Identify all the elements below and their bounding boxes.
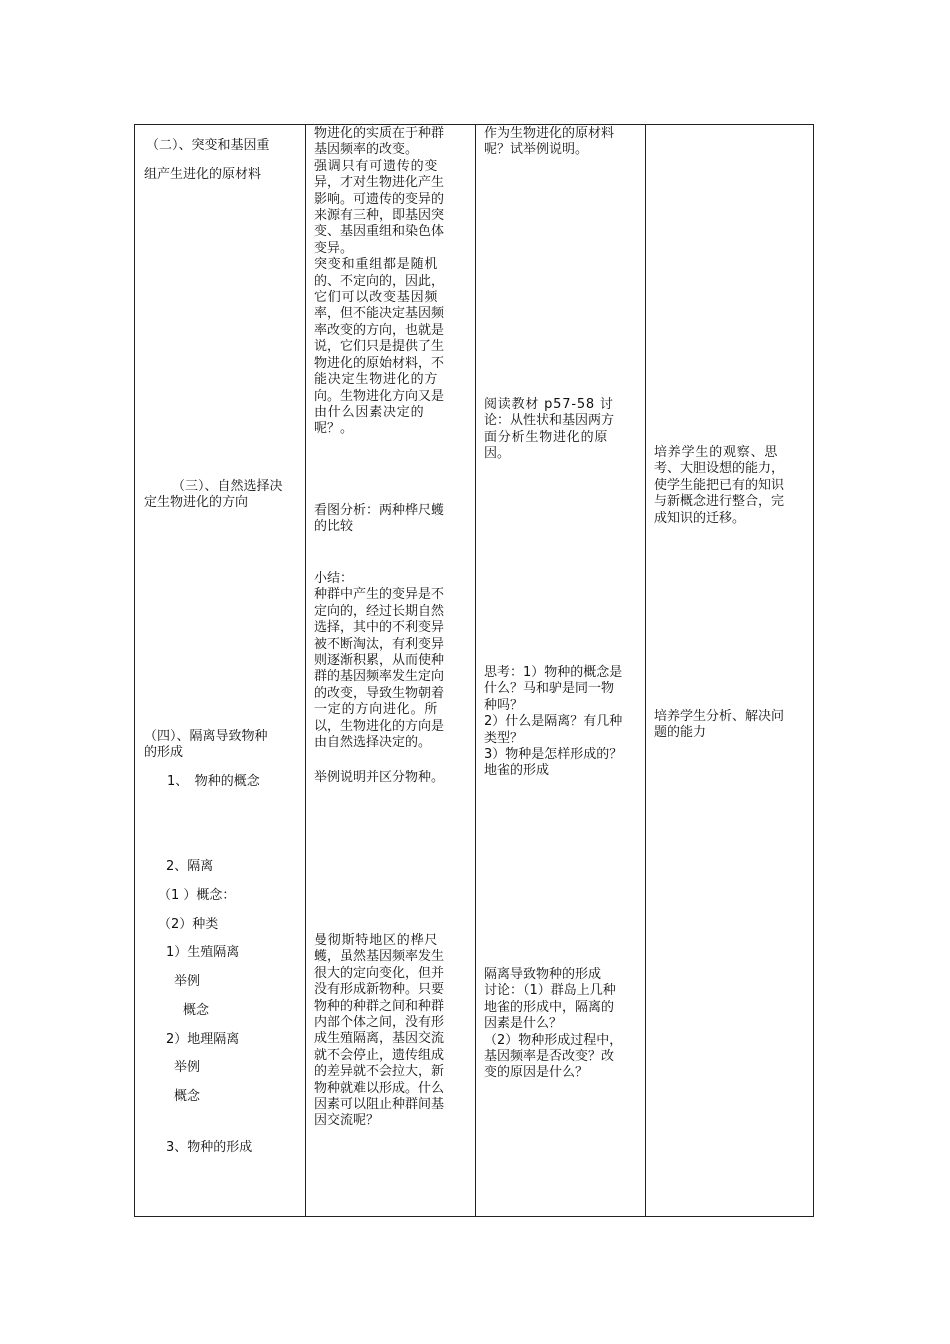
lesson-plan-table <box>134 124 814 1217</box>
text-line: 定向的，经过长期自然 <box>314 603 445 619</box>
text-line: 率，但不能决定基因频 <box>314 306 445 322</box>
section-3-heading-line2: 定生物进化的方向 <box>144 495 249 510</box>
text-line: 变异。 <box>314 240 354 256</box>
text-line: 的比较 <box>314 519 354 535</box>
intent-text-block-1 <box>654 445 784 527</box>
text-line: 它们可以改变基因频 <box>314 290 439 306</box>
intent-text-block-2 <box>654 709 784 742</box>
text-line: 变的原因是什么？ <box>484 1065 589 1081</box>
column-divider <box>645 125 646 1216</box>
outline-concept-sub-2: 概念 <box>174 1089 201 1104</box>
text-line: 异，才对生物进化产生 <box>314 175 445 191</box>
text-line: 率改变的方向，也就是 <box>314 322 445 338</box>
student-text-block-4 <box>484 967 622 1082</box>
teacher-text-block-5 <box>314 933 444 1130</box>
text-line: 来源有三种，即基因突 <box>314 208 445 224</box>
section-3-heading-line1: （三）、自然选择决 <box>172 479 283 494</box>
text-line: 地雀的形成中，隔离的 <box>484 999 615 1015</box>
text-line: 能决定生物进化的方 <box>314 372 439 388</box>
text-line: 类型？ <box>484 730 524 746</box>
text-line: 很大的定向变化，但并 <box>314 965 445 981</box>
student-text-block-1 <box>484 126 614 159</box>
text-line: 物种就难以形成。什么 <box>314 1080 445 1096</box>
student-text-block-2 <box>484 397 614 463</box>
section-4-heading-line1: （四）、隔离导致物种 <box>144 729 268 744</box>
text-line: 因交流呢？ <box>314 1113 380 1129</box>
text-line: 呢？。 <box>314 421 354 437</box>
outline-concept-sub: 概念 <box>183 1003 210 1018</box>
text-line: 物进化的实质在于种群 <box>314 126 445 141</box>
section-2-heading-line1: （二）、突变和基因重 <box>146 138 270 153</box>
outline-example: 举例 <box>174 974 201 989</box>
outline-reproductive-isolation: 1）生殖隔离 <box>166 945 240 960</box>
outline-isolation: 2、隔离 <box>166 859 214 874</box>
text-line: 2）什么是隔离？有几种 <box>484 714 623 730</box>
text-line: 的差异就不会拉大，新 <box>314 1064 445 1080</box>
text-line: 的、不定向的，因此， <box>314 273 445 289</box>
text-line: 地雀的形成 <box>484 763 550 779</box>
outline-types: （2）种类 <box>158 917 219 932</box>
item-species-formation: 3、物种的形成 <box>166 1140 253 1155</box>
teacher-text-block-4: 举例说明并区分物种。 <box>314 770 445 785</box>
text-line: 蠖，虽然基因频率发生 <box>314 949 445 965</box>
text-line: 什么？马和驴是同一物 <box>484 681 615 697</box>
text-line: 由什么因素决定的 <box>314 404 425 420</box>
outline-example-2: 举例 <box>174 1060 201 1075</box>
text-line: 基因频率的改变。 <box>314 142 419 158</box>
text-line: 的改变，导致生物朝着 <box>314 685 445 701</box>
text-line: 向。生物进化方向又是 <box>314 388 445 404</box>
teacher-summary-block <box>314 571 444 751</box>
text-line: 因。 <box>484 446 511 462</box>
teacher-text-block-2 <box>314 503 444 536</box>
text-line: 物种的种群之间和种群 <box>314 998 445 1014</box>
text-line: 使学生能把已有的知识 <box>654 477 785 493</box>
text-line: 物进化的原始材料，不 <box>314 355 445 371</box>
text-line: 群的基因频率发生定向 <box>314 669 445 685</box>
student-text-block-3 <box>484 665 622 780</box>
text-line: 因素是什么？ <box>484 1016 563 1032</box>
teacher-text-block-1 <box>314 126 444 438</box>
text-line: 小结： <box>314 571 354 586</box>
column-divider <box>305 125 306 1216</box>
text-line: 强调只有可遗传的变 <box>314 158 439 174</box>
text-line: 看图分析：两种桦尺蠖 <box>314 503 445 518</box>
text-line: 3）物种是怎样形成的？ <box>484 747 623 763</box>
text-line: 思考：1）物种的概念是 <box>484 665 623 680</box>
text-line: 成生殖隔离，基因交流 <box>314 1031 445 1047</box>
text-line: （2）物种形成过程中， <box>484 1032 623 1048</box>
text-line: 因素可以阻止种群间基 <box>314 1097 445 1113</box>
text-line: 呢？试举例说明。 <box>484 142 589 158</box>
section-4-heading-line2: 的形成 <box>144 745 184 760</box>
text-line: 培养学生分析、解决问 <box>654 709 785 724</box>
text-line: 以，生物进化的方向是 <box>314 718 445 734</box>
column-divider <box>475 125 476 1216</box>
text-line: 内部个体之间，没有形 <box>314 1015 445 1031</box>
text-line: 说，它们只是提供了生 <box>314 339 445 355</box>
text-line: 阅读教材 p57-58 讨 <box>484 397 614 412</box>
text-line: 一定的方向进化。所 <box>314 702 439 718</box>
text-line: 没有形成新物种。只要 <box>314 982 445 998</box>
text-line: 选择，其中的不利变异 <box>314 620 445 636</box>
text-line: 面分析生物进化的原 <box>484 429 609 445</box>
text-line: 讨论：（1）群岛上几种 <box>484 983 616 999</box>
text-line: 题的能力 <box>654 725 707 741</box>
text-line: 突变和重组都是随机 <box>314 257 439 273</box>
item-species-concept: 1、 物种的概念 <box>167 774 260 789</box>
text-line: 基因频率是否改变？改 <box>484 1049 615 1065</box>
text-line: 就不会停止，遗传组成 <box>314 1047 445 1063</box>
text-line: 变、基因重组和染色体 <box>314 224 445 240</box>
text-line: 隔离导致物种的形成 <box>484 967 602 982</box>
outline-geographic-isolation: 2）地理隔离 <box>166 1032 240 1047</box>
section-2-heading-line2: 组产生进化的原材料 <box>144 167 262 182</box>
text-line: 成知识的迁移。 <box>654 510 746 526</box>
text-line: 由自然选择决定的。 <box>314 735 432 751</box>
text-line: 被不断淘汰，有利变异 <box>314 636 445 652</box>
text-line: 则逐渐积累，从而使种 <box>314 653 445 669</box>
outline-concept: （1 ）概念： <box>158 888 236 903</box>
text-line: 考、大胆设想的能力， <box>654 461 785 477</box>
text-line: 影响。可遗传的变异的 <box>314 191 445 207</box>
text-line: 种吗？ <box>484 697 524 713</box>
text-line: 作为生物进化的原材料 <box>484 126 615 141</box>
text-line: 论：从性状和基因两方 <box>484 413 615 429</box>
text-line: 种群中产生的变异是不 <box>314 587 445 603</box>
text-line: 与新概念进行整合，完 <box>654 494 785 510</box>
text-line: 培养学生的观察、思 <box>654 445 779 460</box>
text-line: 曼彻斯特地区的桦尺 <box>314 933 439 948</box>
